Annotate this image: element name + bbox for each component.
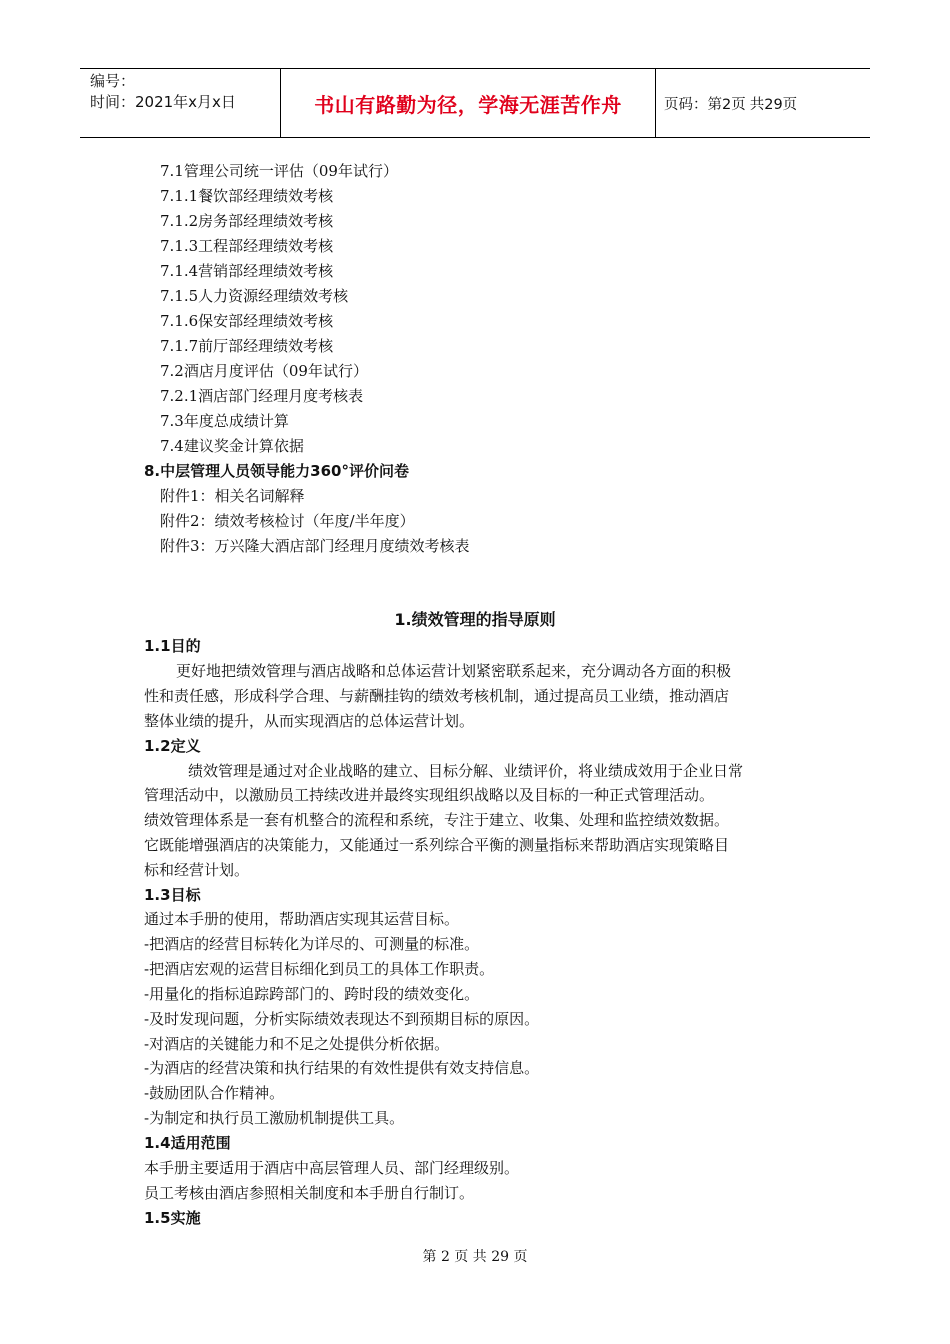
header-page-cell xyxy=(656,69,870,137)
toc-attachment: 附件1：相关名词解释 xyxy=(160,487,305,505)
page-header xyxy=(80,68,870,138)
section-heading-1-3: 1.3目标 xyxy=(144,886,201,904)
toc-item: 7.2酒店月度评估（09年试行） xyxy=(160,362,368,380)
paragraph-line: 更好地把绩效管理与酒店战略和总体运营计划紧密联系起来，充分调动各方面的积极 xyxy=(176,662,732,680)
list-item: -及时发现问题，分析实际绩效表现达不到预期目标的原因。 xyxy=(144,1010,540,1028)
section-heading-1-4: 1.4适用范围 xyxy=(144,1134,231,1152)
header-motto: 书山有路勤为径，学海无涯苦作舟 xyxy=(314,92,622,117)
list-item: -为酒店的经营决策和执行结果的有效性提供有效支持信息。 xyxy=(144,1059,540,1077)
toc-item: 7.1.2房务部经理绩效考核 xyxy=(160,212,334,230)
toc-item: 7.1.5人力资源经理绩效考核 xyxy=(160,287,349,305)
list-item: -把酒店宏观的运营目标细化到员工的具体工作职责。 xyxy=(144,960,495,978)
toc-item: 7.1.4营销部经理绩效考核 xyxy=(160,262,334,280)
page-footer: 第 2 页 共 29 页 xyxy=(422,1249,528,1265)
header-left-cell xyxy=(80,69,280,137)
paragraph-line: 它既能增强酒店的决策能力，又能通过一系列综合平衡的测量指标来帮助酒店实现策略目 xyxy=(144,836,730,854)
toc-section-8: 8.中层管理人员领导能力360°评价问卷 xyxy=(144,462,409,480)
section-heading-1-1: 1.1目的 xyxy=(144,637,201,655)
list-item: -为制定和执行员工激励机制提供工具。 xyxy=(144,1109,405,1127)
paragraph-line: 管理活动中，以激励员工持续改进并最终实现组织战略以及目标的一种正式管理活动。 xyxy=(144,786,715,804)
paragraph-line: 通过本手册的使用，帮助酒店实现其运营目标。 xyxy=(144,910,460,928)
toc-item: 7.4建议奖金计算依据 xyxy=(160,437,304,455)
toc-item: 7.1.7前厅部经理绩效考核 xyxy=(160,337,334,355)
header-motto-cell xyxy=(280,69,656,137)
paragraph-line: 性和责任感，形成科学合理、与薪酬挂钩的绩效考核机制，通过提高员工业绩，推动酒店 xyxy=(144,687,730,705)
section-heading-1-2: 1.2定义 xyxy=(144,737,201,755)
list-item: -鼓励团队合作精神。 xyxy=(144,1084,285,1102)
list-item: -对酒店的关键能力和不足之处提供分析依据。 xyxy=(144,1035,450,1053)
paragraph-line: 绩效管理是通过对企业战略的建立、目标分解、业绩评价，将业绩成效用于企业日常 xyxy=(188,762,744,780)
toc-item: 7.2.1酒店部门经理月度考核表 xyxy=(160,387,364,405)
header-total-pages: 共29页 xyxy=(749,96,798,113)
toc-item: 7.1.1餐饮部经理绩效考核 xyxy=(160,187,334,205)
toc-item: 7.1.6保安部经理绩效考核 xyxy=(160,312,334,330)
paragraph-line: 整体业绩的提升，从而实现酒店的总体运营计划。 xyxy=(144,712,475,730)
paragraph-line: 本手册主要适用于酒店中高层管理人员、部门经理级别。 xyxy=(144,1159,520,1177)
header-page-number: 页码：第2页 xyxy=(664,96,746,113)
paragraph-line: 标和经营计划。 xyxy=(144,861,250,879)
toc-attachment: 附件3：万兴隆大酒店部门经理月度绩效考核表 xyxy=(160,537,470,555)
list-item: -把酒店的经营目标转化为详尽的、可测量的标准。 xyxy=(144,935,480,953)
document-date-label: 时间：2021年x月x日 xyxy=(90,93,236,111)
paragraph-line: 绩效管理体系是一套有机整合的流程和系统，专注于建立、收集、处理和监控绩效数据。 xyxy=(144,811,730,829)
toc-item: 7.1.3工程部经理绩效考核 xyxy=(160,237,334,255)
toc-item: 7.1管理公司统一评估（09年试行） xyxy=(160,162,398,180)
toc-item: 7.3年度总成绩计算 xyxy=(160,412,289,430)
list-item: -用量化的指标追踪跨部门的、跨时段的绩效变化。 xyxy=(144,985,480,1003)
chapter-title: 1.绩效管理的指导原则 xyxy=(394,610,556,629)
toc-attachment: 附件2：绩效考核检讨（年度/半年度） xyxy=(160,512,415,530)
paragraph-line: 员工考核由酒店参照相关制度和本手册自行制订。 xyxy=(144,1184,475,1202)
document-number-label: 编号： xyxy=(90,72,136,90)
section-heading-1-5: 1.5实施 xyxy=(144,1209,201,1227)
